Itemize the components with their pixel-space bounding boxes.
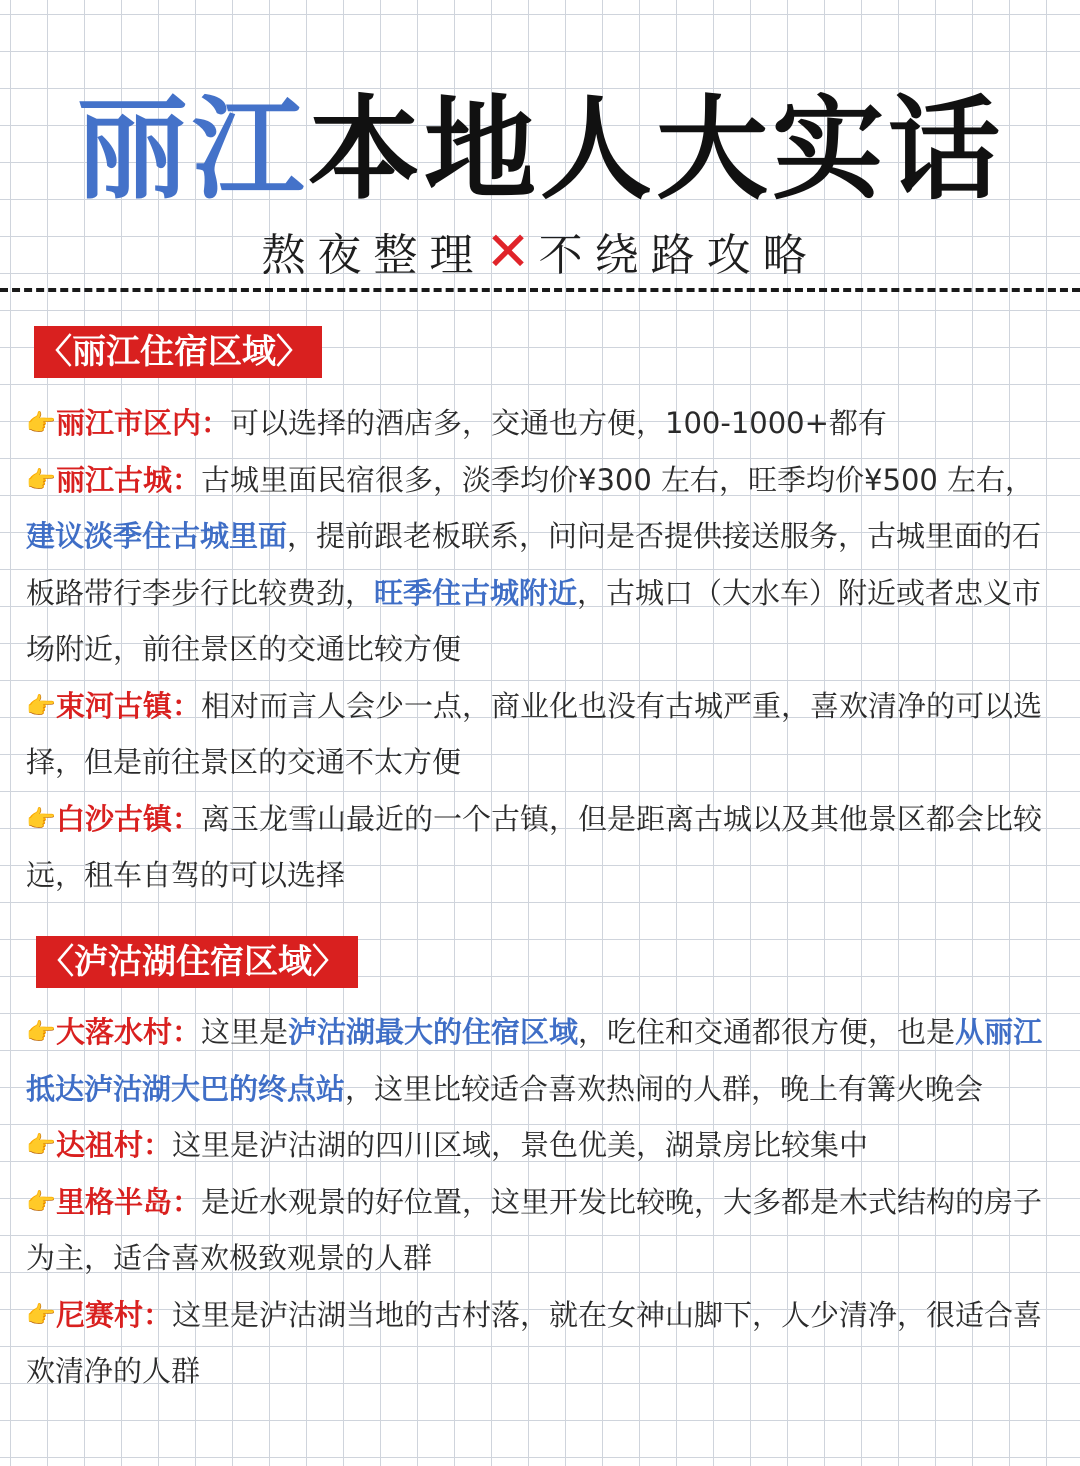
- entry-label: 丽江古城：: [56, 462, 202, 497]
- entry-label: 束河古镇：: [56, 688, 202, 723]
- title-rest: 本地人大实话: [308, 85, 1004, 215]
- entry-text: 相对而言人会少一点，商业化也没有古城严重，喜欢清净的可以选择，但是前往景区的交通不太方便: [26, 688, 1043, 779]
- list-item: [26, 1287, 1056, 1400]
- title-highlight: 丽江: [76, 85, 308, 215]
- entry-text: 是近水观景的好位置，这里开发比较晚，大多都是木式结构的房子为主，适合喜欢极致观景的人群: [26, 1184, 1043, 1275]
- pointing-hand-icon: 👉: [26, 465, 56, 494]
- list-item: [26, 791, 1056, 904]
- entry-text: 古城里面民宿很多，淡季均价¥300 左右，旺季均价¥500 左右，: [201, 462, 1035, 497]
- subtitle-left: 熬夜整理: [261, 230, 486, 281]
- section-lugu-lake-list: [26, 1004, 1056, 1400]
- list-item: [26, 678, 1056, 791]
- dashed-divider: [0, 288, 1080, 292]
- pointing-hand-icon: 👉: [26, 1300, 56, 1329]
- section-lijiang-list: [26, 395, 1056, 904]
- page-title: [0, 85, 1080, 215]
- entry-text: ，这里比较适合喜欢热闹的人群，晚上有篝火晚会: [345, 1071, 984, 1106]
- page-subtitle: [0, 222, 1080, 286]
- list-item: [26, 395, 1056, 452]
- pointing-hand-icon: 👉: [26, 691, 56, 720]
- entry-label: 丽江市区内：: [56, 406, 231, 440]
- list-item: [26, 1117, 1056, 1174]
- section-title-lijiang: 〈丽江住宿区域〉: [34, 326, 322, 378]
- subtitle-right: 不绕路攻略: [538, 230, 819, 281]
- entry-highlight: 泸沽湖最大的住宿区域: [288, 1015, 579, 1049]
- entry-text: 离玉龙雪山最近的一个古镇，但是距离古城以及其他景区都会比较远，租车自驾的可以选择: [26, 801, 1043, 892]
- pointing-hand-icon: 👉: [26, 804, 56, 833]
- entry-label: 白沙古镇：: [56, 801, 202, 836]
- list-item: [26, 1004, 1056, 1117]
- pointing-hand-icon: 👉: [26, 1018, 56, 1046]
- entry-text: ，吃住和交通都很方便，也是: [578, 1015, 956, 1049]
- entry-text: 这里是: [201, 1015, 289, 1049]
- pointing-hand-icon: 👉: [26, 1187, 56, 1216]
- entry-label: 达祖村：: [56, 1128, 173, 1162]
- entry-text: 可以选择的酒店多，交通也方便，100-1000+都有: [230, 406, 887, 440]
- entry-highlight: 旺季住古城附近: [374, 575, 578, 610]
- entry-highlight: 建议淡季住古城里面: [26, 519, 288, 553]
- entry-text: ，古城口（大水车）附近或者忠义市场附近，前往景区的交通比较方便: [26, 575, 1042, 666]
- pointing-hand-icon: 👉: [26, 1131, 56, 1159]
- entry-text: ，提前跟老板联系，问问是否提供接送服务，古城里面的石板路带行李步行比较费劲，: [26, 519, 1042, 610]
- list-item: [26, 1174, 1056, 1287]
- pointing-hand-icon: 👉: [26, 409, 56, 437]
- cross-icon: ✕: [485, 220, 539, 283]
- entry-label: 大落水村：: [56, 1015, 202, 1049]
- entry-text: 这里是泸沽湖的四川区域，景色优美，湖景房比较集中: [172, 1128, 869, 1162]
- entry-highlight: 从丽江抵达泸沽湖大巴的终点站: [26, 1015, 1043, 1106]
- section-title-lugu-lake: 〈泸沽湖住宿区域〉: [36, 936, 358, 988]
- entry-label: 里格半岛：: [56, 1184, 202, 1219]
- list-item: [26, 452, 1056, 678]
- entry-text: 这里是泸沽湖当地的古村落，就在女神山脚下，人少清净，很适合喜欢清净的人群: [26, 1297, 1043, 1388]
- entry-label: 尼赛村：: [56, 1297, 173, 1332]
